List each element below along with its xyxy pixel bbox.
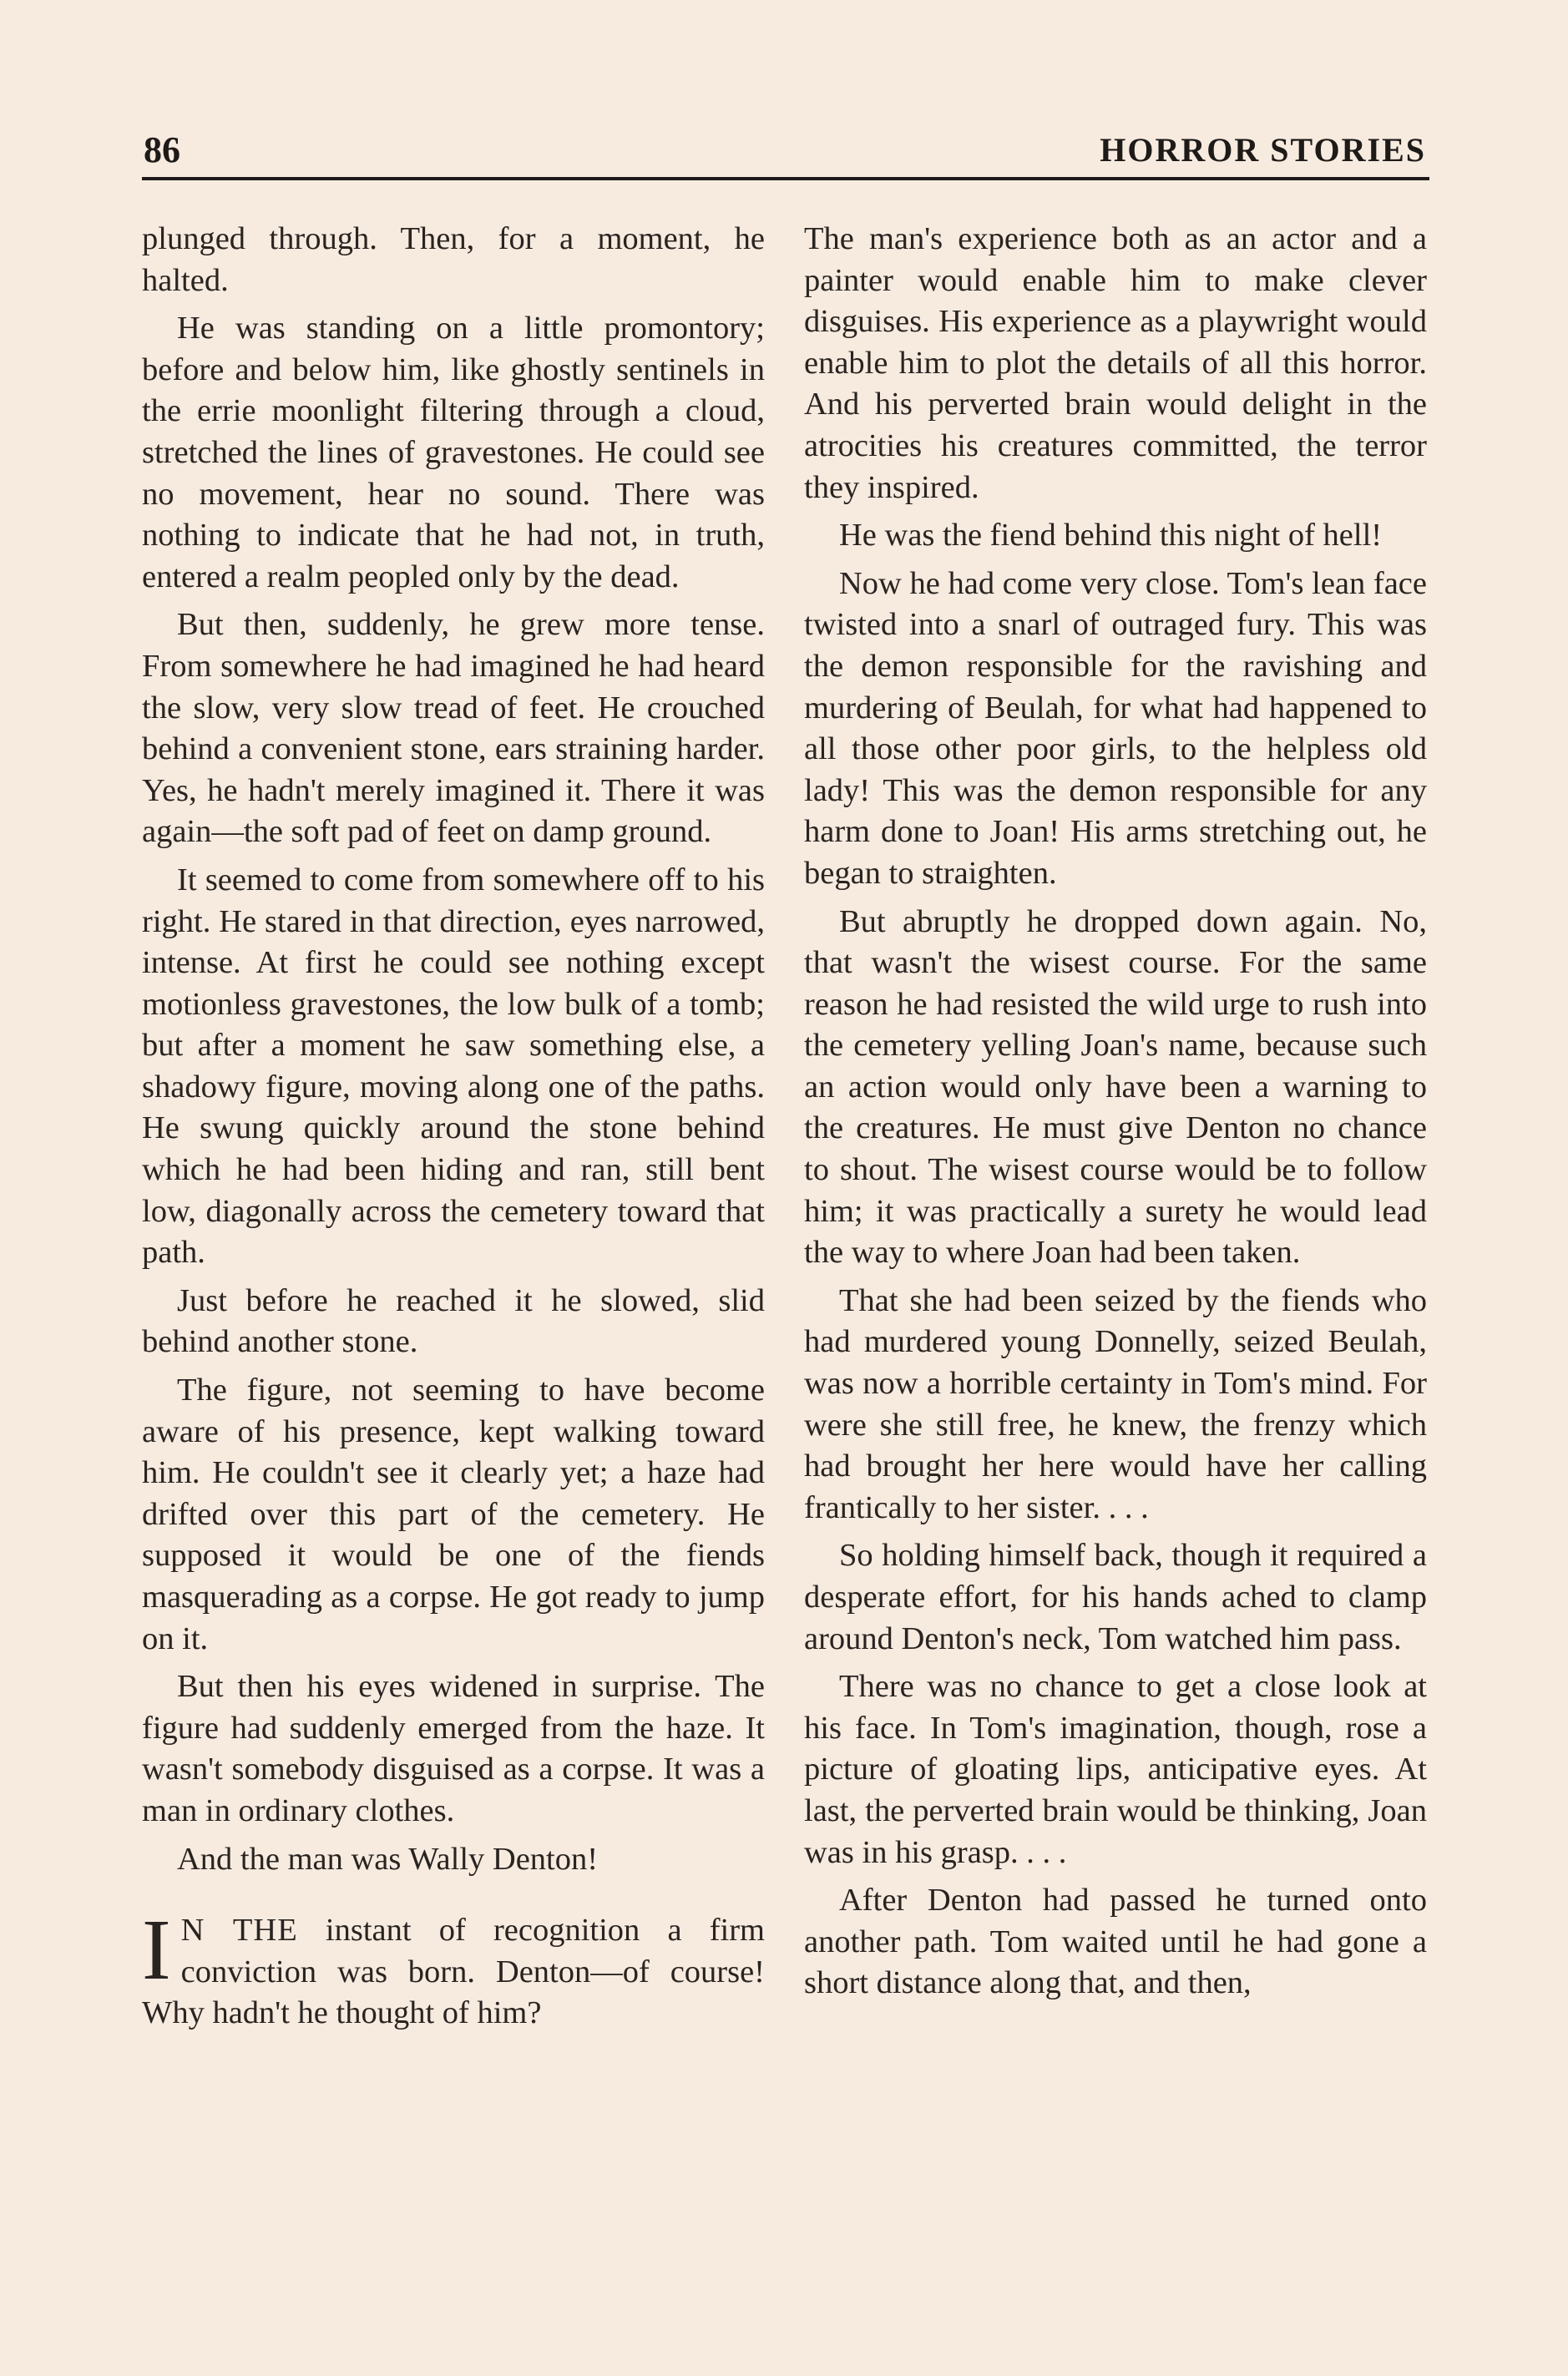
right-column — [804, 219, 1427, 2011]
magazine-title: HORROR STORIES — [1100, 131, 1426, 169]
paragraph-text: instant of recognition a firm conviction was born. Denton—of course! Why hadn't he thought of him? — [142, 1913, 765, 2031]
paragraph: But then his eyes widened in surprise. The figure had suddenly emerged from the haze. It wasn't somebody disguised as a corpse. It was a man in ordinary clothes. — [142, 1669, 765, 1828]
paragraph: That she had been seized by the fiends who had murdered young Donnelly, seized Beulah, was now a horrible certainty in Tom's mind. For were she still free, he knew, the frenzy which had brought her here would have her calling frantically to her sister. . . . — [804, 1282, 1427, 1525]
section-opening-paragraph — [142, 1902, 765, 2035]
paragraph: He was standing on a little promontory; before and below him, like ghostly sentinels in the errie moonlight filtering through a cloud, stretched the lines of gravestones. He could see no movement, hear no sound. There was nothing to indicate that he had not, in truth, entered a realm peopled only by the dead. — [142, 311, 765, 594]
paragraph: There was no chance to get a close look at his face. In Tom's imagination, though, rose a picture of gloating lips, anticipative eyes. At last, the perverted brain would be thinking, Joan was in his grasp. . . . — [804, 1669, 1427, 1870]
paragraph: The man's experience both as an actor and a painter would enable him to make clever disguises. His experience as a playwright would enable him to plot the details of all this horror. And his perverted brain would delight in the atrocities his creatures committed, the terror they inspired. — [804, 221, 1427, 505]
paragraph: After Denton had passed he turned onto another path. Tom waited until he had gone a short distance along that, and then, — [804, 1883, 1427, 2001]
page-header — [142, 125, 1429, 180]
drop-cap: I — [142, 1902, 171, 1999]
paragraph: Now he had come very close. Tom's lean face twisted into a snarl of outraged fury. This was the demon responsible for the ravishing and murdering of Beulah, for what had happened to all those other poor girls, to the helpless old lady! This was the demon responsible for any harm done to Joan! His arms stretching out, he began to straighten. — [804, 565, 1427, 891]
paragraph: But then, suddenly, he grew more tense. From somewhere he had imagined he had heard the slow, very slow tread of feet. He crouched behind a convenient stone, ears straining harder. Yes, he hadn't merely imagined it. There it was again—the soft pad of feet on damp ground. — [142, 607, 765, 850]
paragraph: It seemed to come from somewhere off to his right. He stared in that direction, eyes narrowed, intense. At first he could see nothing except motionless gravestones, the low bulk of a tomb; but after a moment he saw something else, a shadowy figure, moving along one of the paths. He swung quickly around the stone behind which he had been hiding and ran, still bent low, diagonally across the cemetery toward that path. — [142, 862, 765, 1271]
paragraph: So holding himself back, though it required a desperate effort, for his hands ached to clamp around Denton's neck, Tom watched him pass. — [804, 1538, 1427, 1656]
paragraph: He was the fiend behind this night of hell! — [839, 518, 1383, 554]
paragraph: Just before he reached it he slowed, slid behind another stone. — [142, 1282, 765, 1360]
left-column — [142, 219, 765, 2041]
paragraph: And the man was Wally Denton! — [177, 1841, 599, 1877]
paragraph: plunged through. Then, for a moment, he halted. — [142, 221, 765, 298]
paragraph: But abruptly he dropped down again. No, that wasn't the wisest course. For the same reason he had resisted the wild urge to rush into the cemetery yelling Joan's name, because such an action would only have been a warning to the creatures. He must give Denton no chance to shout. The wisest course would be to follow him; it was practically a surety he would lead the way to where Joan had been taken. — [804, 903, 1427, 1271]
paragraph: The figure, not seeming to have become aware of his presence, kept walking toward him. He couldn't see it clearly yet; a haze had drifted over this part of the cemetery. He supposed it would be one of the fiends masquerading as a corpse. He got ready to jump on it. — [142, 1373, 765, 1656]
page-number: 86 — [144, 129, 180, 170]
lead-in: N THE — [180, 1913, 298, 1949]
